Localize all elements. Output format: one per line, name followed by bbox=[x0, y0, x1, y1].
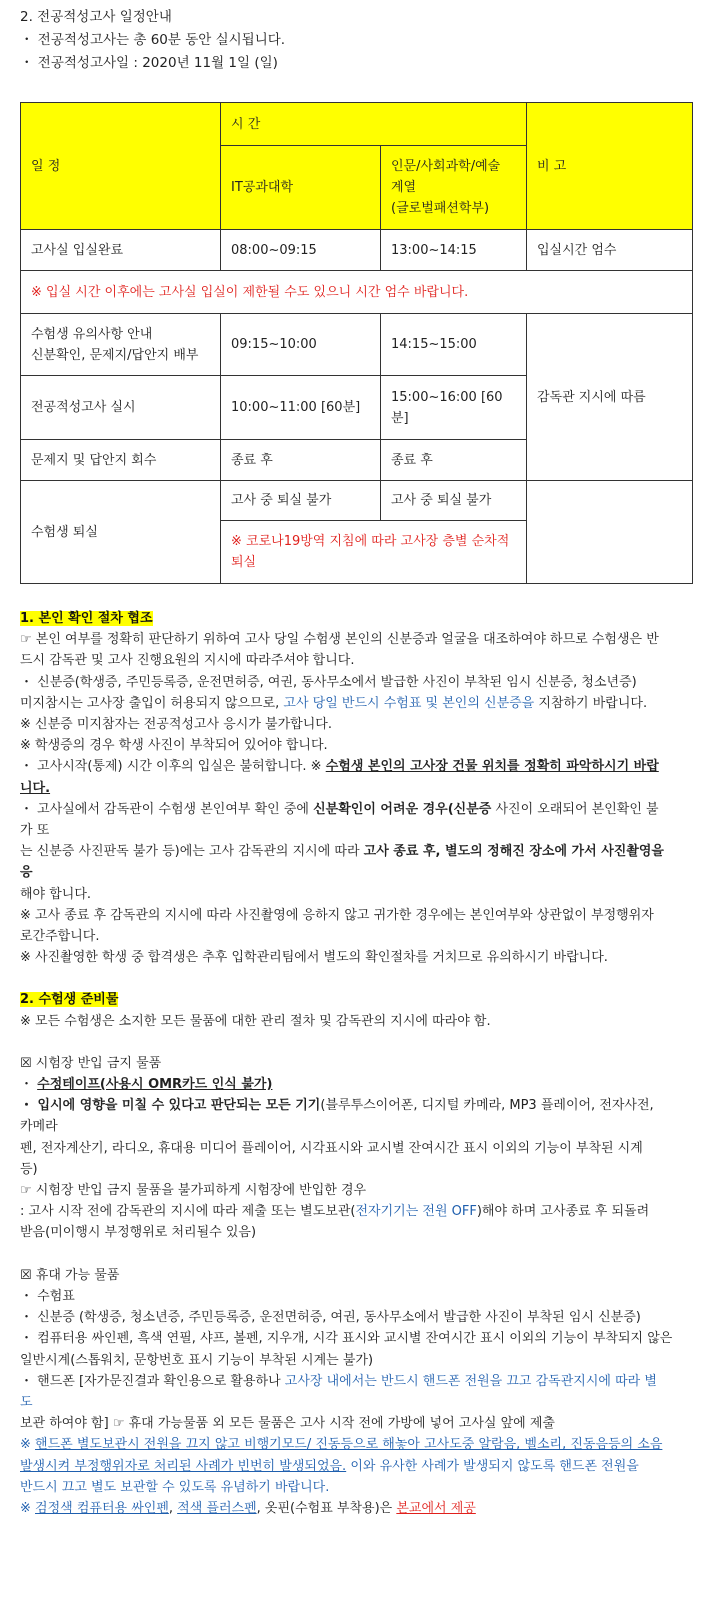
time-cell: 09:15~10:00 bbox=[221, 314, 381, 376]
schedule-header bbox=[20, 6, 285, 75]
time-cell: 종료 후 bbox=[381, 440, 527, 481]
header-schedule: 일 정 bbox=[21, 103, 221, 230]
note-cell: 입실시간 엄수 bbox=[527, 230, 693, 271]
prohibited-items-title: ☒ 시험장 반입 금지 물품 bbox=[20, 1055, 162, 1071]
header-note: 비 고 bbox=[527, 103, 693, 230]
time-cell: 종료 후 bbox=[221, 440, 381, 481]
note-cell bbox=[527, 481, 693, 584]
notice-body: 1. 본인 확인 절차 협조 ☞ 본인 여부를 정확히 판단하기 위하여 고사 당일 수험생 본인의 신분증과 얼굴을 대조하여야 하므로 수험생은 반 드시 감독관 및 고사 진행요원의 지시에 따라주셔야 합니다. ・ 신분증(학생증, 주민등록증, 운전면허증, 여권, 동사무소에서 발급한 사진이 부착된 임시 신분증, 청소년증) 미지참시는 고사장 출입이 허용되지 않으므로, 고사 당일 반드시 수험표 및 본인의 신분증을 지참하기 바랍니다. ※ 신분증 미지참자는 전공적성고사 응시가 불가합니다. ※ 학생증의 경우 학생 사진이 부착되어 있어야 합니다. ・ 고사시작(통제) 시간 이후의 입실은 불허합니다. ※ 수험생 본인의 고사장 건물 위치를 정확히 파악하시기 바랍 니다. ・ 고사실에서 감독관이 수험생 본인여부 확인 중에 신분확인이 어려운 경우(신분증 사진이 오래되어 본인확인 불 가 또 는 신분증 사진판독 불가 등)에는 고사 감독관의 지시에 따라 고사 종료 후, 별도의 정해진 장소에 가서 사진촬영을 응 해야 합니다. ※ 고사 종료 후 감독관의 지시에 따라 사진촬영에 응하지 않고 귀가한 경우에는 본인여부와 상관없이 부정행위자 로간주합니다. ※ 사진촬영한 학생 중 합격생은 추후 입학관리팀에서 별도의 확인절차를 거치므로 유의하시기 바랍니다. 2. 수험생 준비물 ※ 모든 수험생은 소지한 모든 물품에 대한 관리 절차 및 감독관의 지시에 따라야 함. ☒ 시험장 반입 금지 물품 ・ 수정테이프(사용시 OMR카드 인식 불가) ・ 입시에 영향을 미칠 수 있다고 판단되는 모든 기기(블루투스이어폰, 디지털 카메라, MP3 플레이어, 전자사전, 카메라 펜, 전자계산기, 라디오, 휴대용 미디어 플레이어, 시각표시와 교시별 잔여시간 표시 이외의 기능이 부착된 시계 등) ☞ 시험장 반입 금지 물품을 불가피하게 시험장에 반입한 경우 : 고사 시작 전에 감독관의 지시에 따라 제출 또는 별도보관(전자기기는 전원 OFF)해야 하며 고사종료 후 되돌려 받음(미이행시 부정행위로 처리될수 있음) ☒ 휴대 가능 물품 ・ 수험표 ・ 신분증 (학생증, 청소년증, 주민등록증, 운전면허증, 여권, 동사무소에서 발급한 사진이 부착된 임시 신분증) ・ 컴퓨터용 싸인펜, 흑색 연필, 샤프, 볼펜, 지우개, 시각 표시와 교시별 잔여시간 표시 이외의 기능이 부착되지 않은 일반시계(스톱워치, 문항번호 표시 기능이 부착된 시계는 불가) ・ 핸드폰 [자가문진결과 확인용으로 활용하나 고사장 내에서는 반드시 핸드폰 전원을 끄고 감독관지시에 따라 별 도 보관 하여야 함] ☞ 휴대 가능물품 외 모든 물품은 고사 시작 전에 가방에 넣어 고사실 앞에 제출 ※ 핸드폰 별도보관시 전원을 끄지 않고 비행기모드/ 진동등으로 해놓아 고사도중 알람음, 벨소리, 진동음등의 소음 발생시켜 부정행위자로 처리된 사례가 빈번히 발생되었음. 이와 유사한 사례가 발생되지 않도록 핸드폰 전원을 반드시 끄고 별도 보관할 수 있도록 유념하기 바랍니다. ※ 검정색 컴퓨터용 싸인펜, 적색 플러스펜, 옷핀(수험표 부착용)은 본교에서 제공 bbox=[20, 608, 704, 1519]
note-cell: 감독관 지시에 따름 bbox=[527, 314, 693, 481]
section-title: 2. 전공적성고사 일정안내 bbox=[20, 9, 172, 25]
section-title: 2. 수험생 준비물 bbox=[20, 992, 119, 1008]
row-label: 고사실 입실완료 bbox=[21, 230, 221, 271]
time-cell: 10:00~11:00 [60분] bbox=[221, 376, 381, 440]
time-cell: 08:00~09:15 bbox=[221, 230, 381, 271]
time-cell: 14:15~15:00 bbox=[381, 314, 527, 376]
row-label: 문제지 및 답안지 회수 bbox=[21, 440, 221, 481]
row-label: 수험생 유의사항 안내 신분확인, 문제지/답안지 배부 bbox=[21, 314, 221, 376]
info-line: ・ 전공적성고사는 총 60분 동안 실시됩니다. bbox=[20, 32, 286, 48]
row-label: 전공적성고사 실시 bbox=[21, 376, 221, 440]
header-humanities: 인문/사회과학/예술 계열 (글로벌패션학부) bbox=[381, 146, 527, 230]
time-cell: 고사 중 퇴실 불가 bbox=[221, 481, 381, 521]
covid-notice: ※ 코로나19방역 지침에 따라 고사장 층별 순차적 퇴실 bbox=[221, 521, 527, 584]
time-cell: 15:00~16:00 [60분] bbox=[381, 376, 527, 440]
schedule-table bbox=[20, 102, 693, 584]
entry-warning: ※ 입실 시간 이후에는 고사실 입실이 제한될 수도 있으니 시간 엄수 바랍니다. bbox=[21, 271, 693, 314]
info-line: ・ 전공적성고사일 : 2020년 11월 1일 (일) bbox=[20, 55, 278, 71]
row-label: 수험생 퇴실 bbox=[21, 481, 221, 584]
section-title: 1. 본인 확인 절차 협조 bbox=[20, 611, 153, 626]
time-cell: 고사 중 퇴실 불가 bbox=[381, 481, 527, 521]
header-time: 시 간 bbox=[221, 103, 527, 146]
time-cell: 13:00~14:15 bbox=[381, 230, 527, 271]
header-it: IT공과대학 bbox=[221, 146, 381, 230]
allowed-items-title: ☒ 휴대 가능 물품 bbox=[20, 1267, 120, 1283]
